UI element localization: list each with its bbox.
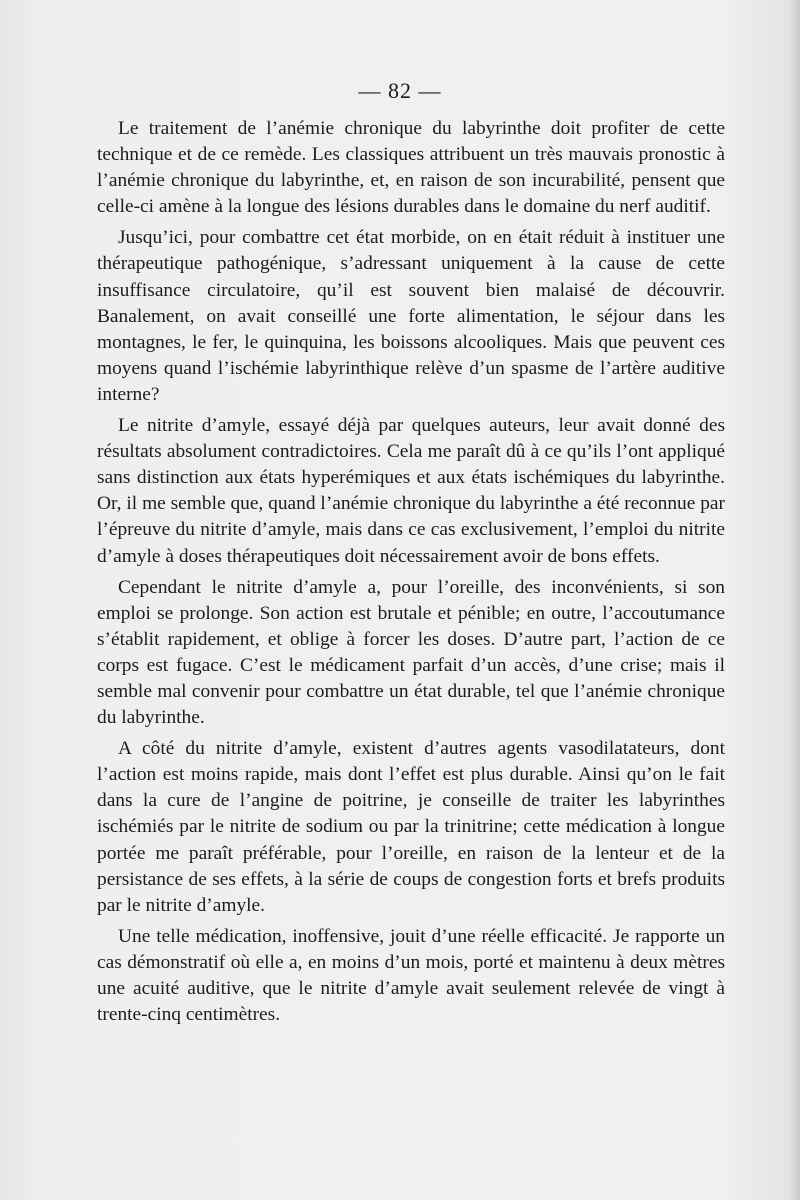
paragraph-5: A côté du nitrite d’amyle, existent d’autres agents vasodilatateurs, dont l’action est moins rapide, mais dont l’effet est plus durable. Ainsi qu’on le fait dans la cure de l’angine de poitrine, je conseille de traiter les labyrinthes ischémiés par le nitrite de sodium ou par la trinitrine; cette médication à longue portée me paraît préférable, pour l’oreille, en raison de la lenteur et de la persistance de ses effets, à la série de coups de congestion forts et brefs produits par le nitrite d’amyle. xyxy=(97,738,725,916)
page-edge-shadow xyxy=(790,0,800,1200)
paragraph-6: Une telle médication, inoffensive, jouit d’une réelle efficacité. Je rapporte un cas démonstratif où elle a, en moins d’un mois, porté et maintenu à deux mètres une acuité auditive, que le nitrite d’amyle avait seulement relevée de vingt à trente-cinq centimètres. xyxy=(97,925,725,1026)
paragraph-2: Jusqu’ici, pour combattre cet état morbide, on en était réduit à instituer une thérapeutique pathogénique, s’adressant uniquement à la cause de cette insuffisance circulatoire, qu’il est souvent bien malaisé de découvrir. Banalement, on avait conseillé une forte alimentation, le séjour dans les montagnes, le fer, le quinquina, les boissons alcooliques. Mais que peuvent ces moyens quand l’ischémie labyrinthique relève d’un spasme de l’artère auditive interne? xyxy=(97,227,725,405)
page-number: — 82 — xyxy=(358,78,442,103)
paragraph-1: Le traitement de l’anémie chronique du labyrinthe doit profiter de cette technique et de ce remède. Les classiques attribuent un très mauvais pronostic à l’anémie chronique du labyrinthe, et, en raison de son incurabilité, pensent que celle-ci amène à la longue des lésions durables dans le domaine du nerf auditif. xyxy=(97,118,725,218)
body-text xyxy=(97,116,725,1033)
paragraph-4: Cependant le nitrite d’amyle a, pour l’oreille, des inconvénients, si son emploi se prolonge. Son action est brutale et pénible; en outre, l’accoutumance s’établit rapidement, et oblige à forcer les doses. D’autre part, l’action de ce corps est fugace. C’est le médicament parfait d’un accès, d’une crise; mais il semble mal convenir pour combattre un état durable, tel que l’anémie chronique du labyrinthe. xyxy=(97,576,725,729)
paragraph-3: Le nitrite d’amyle, essayé déjà par quelques auteurs, leur avait donné des résultats absolument contradictoires. Cela me paraît dû à ce qu’ils l’ont appliqué sans distinction aux états hyperémiques et aux états ischémiques du labyrinthe. Or, il me semble que, quand l’anémie chronique du labyrinthe a été reconnue par l’épreuve du nitrite d’amyle, mais dans ce cas exclusivement, l’emploi du nitrite d’amyle à doses thérapeutiques doit nécessairement avoir de bons effets. xyxy=(97,415,725,567)
